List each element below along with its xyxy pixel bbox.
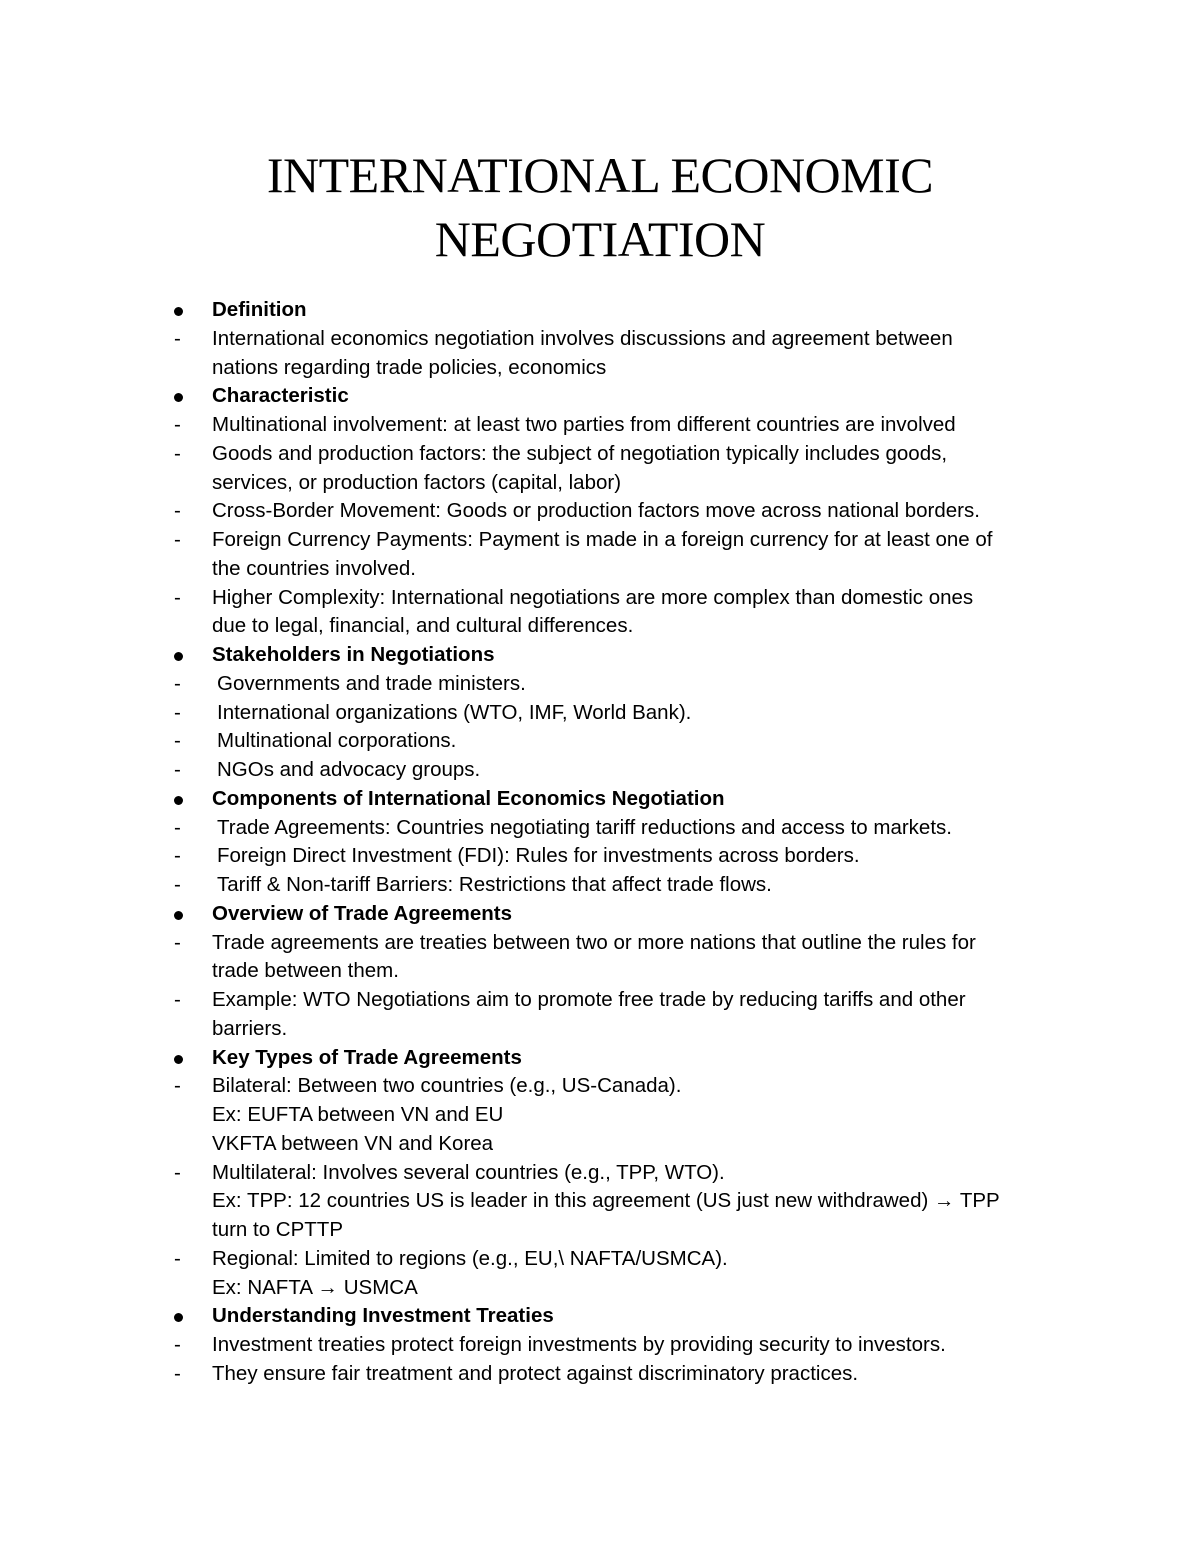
section-heading (174, 1044, 1054, 1073)
section-heading (174, 1302, 1054, 1331)
list-item (174, 670, 1054, 699)
section-heading-text: Characteristic (212, 384, 349, 408)
dash-marker: - (174, 1246, 181, 1270)
section (174, 900, 1054, 1044)
document-title (0, 143, 1200, 271)
dash-marker: - (174, 988, 181, 1011)
section (174, 296, 1054, 382)
section (174, 382, 1054, 641)
dash-marker: - (174, 441, 181, 465)
section-heading (174, 641, 1054, 670)
list-item-line: International economics negotiation involves discussions and agreement between (212, 326, 953, 350)
section (174, 1044, 1054, 1303)
dash-marker: - (174, 815, 181, 839)
dash-marker: - (174, 729, 181, 753)
dash-marker: - (174, 930, 181, 954)
list-item (174, 1159, 1054, 1245)
title-line-1: INTERNATIONAL ECONOMIC (266, 147, 934, 203)
list-item (174, 727, 1054, 756)
list-item-line: Multinational corporations. (217, 729, 457, 753)
section-heading (174, 785, 1054, 814)
dash-marker: - (174, 758, 181, 781)
list-item-line: VKFTA between VN and Korea (212, 1131, 494, 1155)
list-item-line: International organizations (WTO, IMF, World Bank). (217, 700, 692, 724)
list-item-line: Goods and production factors: the subject of negotiation typically includes goods, (212, 441, 948, 465)
bullet-icon (174, 796, 183, 805)
list-item-line: nations regarding trade policies, economics (212, 355, 607, 379)
section (174, 1302, 1054, 1388)
list-item-line: Multilateral: Involves several countries (e.g., TPP, WTO). (212, 1160, 725, 1184)
bullet-icon (174, 911, 183, 920)
list-item (174, 1072, 1054, 1158)
list-item (174, 1331, 1054, 1360)
dash-marker: - (174, 873, 181, 896)
dash-marker: - (174, 413, 181, 436)
section-heading (174, 382, 1054, 411)
dash-marker: - (174, 585, 181, 609)
list-item (174, 325, 1054, 383)
bullet-icon (174, 1055, 183, 1064)
section-heading-text: Components of International Economics Negotiation (212, 786, 725, 810)
list-item (174, 929, 1054, 987)
dash-marker: - (174, 499, 181, 523)
section-heading-text: Definition (212, 298, 307, 321)
bullet-icon (174, 393, 183, 402)
dash-marker: - (174, 1361, 181, 1385)
list-item (174, 871, 1054, 900)
list-item-line: the countries involved. (212, 556, 416, 580)
list-item (174, 1360, 1054, 1389)
list-item-line: Ex: EUFTA between VN and EU (212, 1103, 504, 1126)
list-item-line: NGOs and advocacy groups. (217, 758, 481, 781)
bullet-icon (174, 652, 183, 661)
list-item (174, 842, 1054, 871)
list-item-line: Foreign Direct Investment (FDI): Rules for investments across borders. (217, 844, 860, 868)
list-item-line: trade between them. (212, 959, 399, 983)
list-item-line: They ensure fair treatment and protect against discriminatory practices. (212, 1361, 859, 1385)
list-item (174, 584, 1054, 642)
list-item-line: barriers. (212, 1016, 288, 1040)
section (174, 785, 1054, 900)
list-item (174, 756, 1054, 785)
section-heading-text: Understanding Investment Treaties (212, 1304, 554, 1328)
list-item-line: Foreign Currency Payments: Payment is made in a foreign currency for at least one of (212, 528, 993, 551)
dash-marker: - (174, 1074, 181, 1098)
dash-marker: - (174, 326, 181, 350)
list-item-line: Ex: TPP: 12 countries US is leader in this agreement (US just new withdrawed) → TPP (212, 1189, 1000, 1213)
section-heading (174, 900, 1054, 929)
list-item-line: Regional: Limited to regions (e.g., EU,\ NAFTA/USMCA). (212, 1246, 728, 1270)
dash-marker: - (174, 1333, 181, 1356)
dash-marker: - (174, 700, 181, 724)
document-body (174, 296, 1054, 1389)
bullet-icon (174, 1313, 183, 1322)
list-item-line: services, or production factors (capital, labor) (212, 470, 622, 494)
list-item (174, 526, 1054, 584)
list-item-line: Ex: NAFTA → USMCA (212, 1275, 418, 1299)
dash-marker: - (174, 671, 181, 695)
list-item (174, 1245, 1054, 1303)
section-heading-text: Key Types of Trade Agreements (212, 1045, 522, 1069)
list-item-line: Investment treaties protect foreign investments by providing security to investors. (212, 1333, 946, 1356)
dash-marker: - (174, 844, 181, 868)
list-item (174, 699, 1054, 728)
list-item-line: Bilateral: Between two countries (e.g., US-Canada). (212, 1074, 682, 1098)
list-item (174, 440, 1054, 498)
dash-marker: - (174, 528, 181, 551)
list-item-line: turn to CPTTP (212, 1218, 344, 1241)
list-item (174, 411, 1054, 440)
section-heading-text: Stakeholders in Negotiations (212, 643, 495, 666)
dash-marker: - (174, 1160, 181, 1184)
list-item (174, 814, 1054, 843)
list-item (174, 497, 1054, 526)
list-item (174, 986, 1054, 1044)
list-item-line: Multinational involvement: at least two parties from different countries are involved (212, 413, 956, 436)
section (174, 641, 1054, 785)
list-item-line: Trade agreements are treaties between two or more nations that outline the rules for (212, 930, 976, 954)
title-line-2: NEGOTIATION (434, 211, 766, 267)
list-item-line: Governments and trade ministers. (217, 671, 526, 695)
bullet-icon (174, 307, 183, 316)
list-item-line: due to legal, financial, and cultural differences. (212, 614, 634, 638)
list-item-line: Cross-Border Movement: Goods or production factors move across national borders. (212, 499, 980, 523)
list-item-line: Trade Agreements: Countries negotiating tariff reductions and access to markets. (217, 815, 952, 839)
list-item-line: Higher Complexity: International negotiations are more complex than domestic ones (212, 585, 974, 609)
list-item-line: Tariff & Non-tariff Barriers: Restrictions that affect trade flows. (217, 873, 772, 896)
list-item-line: Example: WTO Negotiations aim to promote free trade by reducing tariffs and other (212, 988, 966, 1011)
section-heading (174, 296, 1054, 325)
section-heading-text: Overview of Trade Agreements (212, 901, 513, 925)
